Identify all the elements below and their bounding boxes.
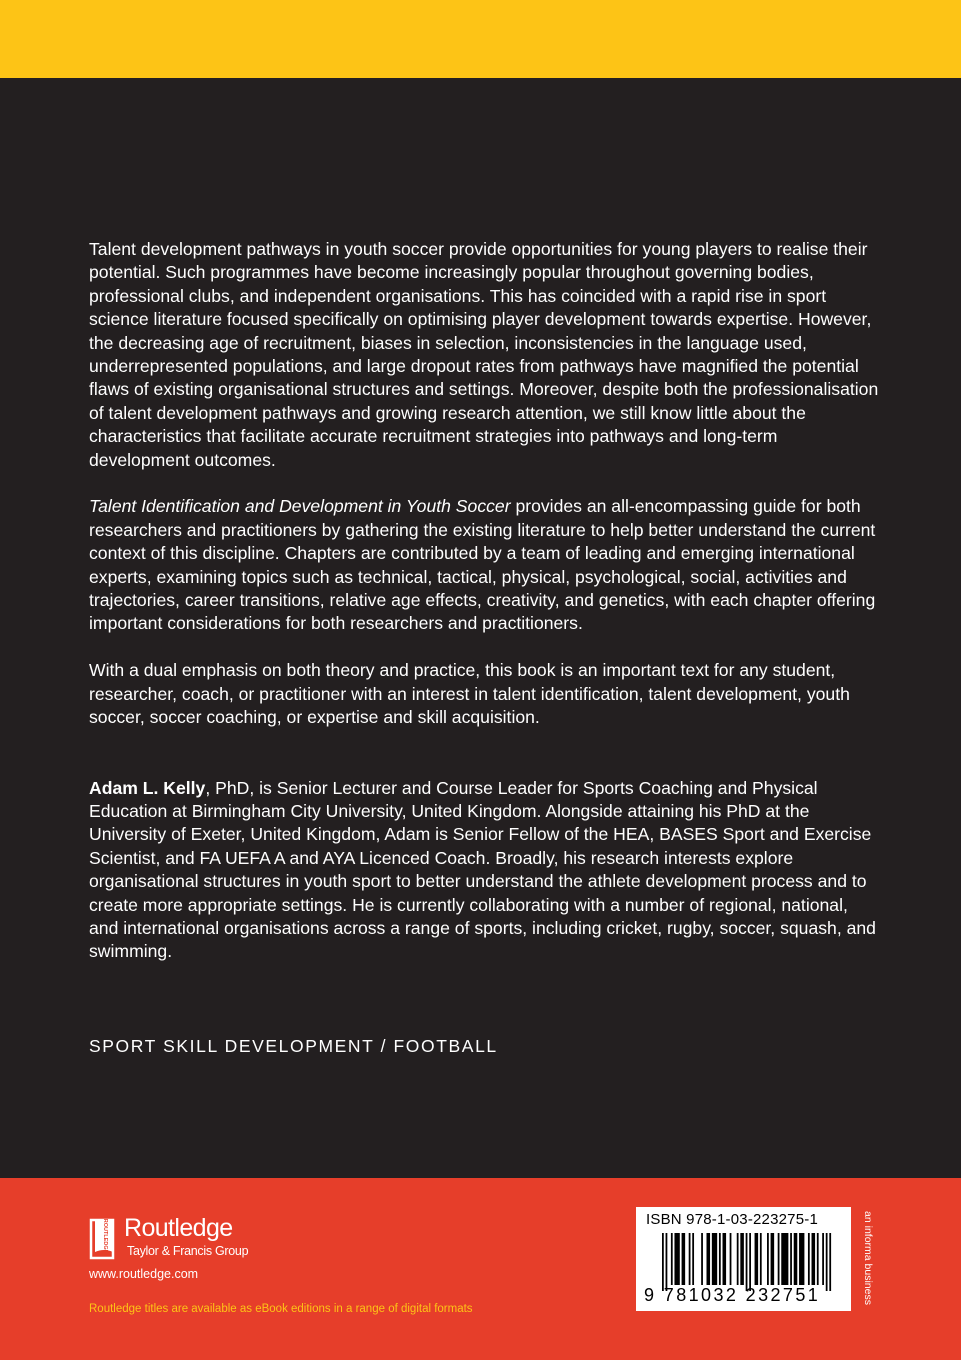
barcode-bar — [781, 1233, 788, 1285]
barcode-digits: 9 781032 232751 — [644, 1285, 821, 1305]
barcode-bar — [760, 1233, 762, 1285]
barcode-bar — [682, 1233, 686, 1285]
barcode-bar — [737, 1233, 739, 1285]
barcode-bar — [817, 1233, 819, 1285]
blurb-paragraph-1: Talent development pathways in youth soccer provide opportunities for young players to realise their potential. Such programmes have become increasingly popular throughout governing bodies, professional clubs, and independent organisations. This has coincided with a rapid rise in sport science literature focused specifically on optimising player development towards expertise. However, the decreasing age of recruitment, biases in selection, inconsistencies in the language used, underrepresented populations, and large dropout rates from pathways have magnified the potential flaws of existing organisational structures and settings. Moreover, despite both the professionalisation of talent development pathways and growing research attention, we still know little about the characteristics that facilitate accurate recruitment strategies into pathways and long-term development outcomes. — [89, 239, 879, 470]
barcode-bar — [692, 1233, 694, 1285]
ebook-note: Routledge titles are available as eBook editions in a range of digital formats — [89, 1303, 473, 1315]
barcode-bar — [812, 1233, 816, 1285]
barcode-bar — [778, 1233, 780, 1285]
barcode-bar — [771, 1233, 775, 1285]
barcode-bar — [799, 1233, 804, 1285]
barcode-bar — [794, 1233, 798, 1285]
barcode-bar — [808, 1233, 810, 1285]
barcode-bar — [674, 1233, 679, 1285]
routledge-logo-icon — [89, 1218, 117, 1260]
barcode-bar — [712, 1233, 717, 1285]
publisher-website: www.routledge.com — [89, 1267, 199, 1281]
barcode-bar — [755, 1233, 759, 1285]
barcode-bar — [730, 1233, 732, 1285]
isbn-barcode — [636, 1207, 851, 1311]
blurb-paragraph-3: With a dual emphasis on both theory and practice, this book is an important text for any student, researcher, coach, or practitioner with an interest in talent identification, talent development, youth soccer, soccer coaching, or expertise and skill acquisition. — [89, 660, 850, 728]
author-name: Adam L. Kelly — [89, 777, 206, 798]
barcode-bar — [829, 1233, 831, 1291]
back-cover-text — [89, 238, 879, 987]
barcode-bar — [822, 1233, 824, 1285]
barcode-bar — [662, 1233, 664, 1291]
barcode-bar — [767, 1233, 769, 1285]
barcode-bar — [719, 1233, 721, 1285]
logo-vertical-text: ROUTLEDGE — [102, 1218, 108, 1254]
barcode-bar — [707, 1233, 711, 1285]
top-color-band — [0, 0, 961, 78]
barcode-bar — [790, 1233, 792, 1285]
barcode-bar — [666, 1233, 668, 1291]
author-bio — [89, 777, 879, 964]
barcode-bar — [826, 1233, 828, 1291]
barcode-bar — [723, 1233, 727, 1285]
barcode-bar — [671, 1233, 673, 1285]
barcode-bar — [689, 1233, 691, 1285]
blurb-paragraph-2 — [89, 495, 879, 635]
subject-category: SPORT SKILL DEVELOPMENT / FOOTBALL — [89, 1036, 498, 1056]
barcode-bar — [746, 1233, 748, 1291]
blurb-paragraph-2-text: provides an all-encompassing guide for both researchers and practitioners by gathering the existing literature to help better understand the current context of this discipline. Chapters are contributed by a team of leading and emerging international experts, examining topics such as technical, tactical, physical, psychological, social, activities and trajectories, career transitions, relative age effects, creativity, and genetics, with each chapter offering important considerations for both researchers and practitioners. — [89, 496, 876, 634]
publisher-name: Routledge — [124, 1214, 233, 1242]
barcode-bar — [701, 1233, 703, 1285]
barcode-bar — [749, 1233, 751, 1291]
isbn-label: ISBN 978-1-03-223275-1 — [646, 1211, 819, 1228]
author-bio-text: , PhD, is Senior Lecturer and Course Leader for Sports Coaching and Physical Education at Birmingham City University, United Kingdom. Alongside attaining his PhD at the University of Exeter, United Kingdom, Adam is Senior Fellow of the HEA, BASES Sport and Exercise Scientist, and FA UEFA A and AYA Licenced Coach. Broadly, his research interests explore organisational structures in youth sport to better understand the athlete development process and to create more appropriate settings. He is currently collaborating with a number of regional, national, and international organisations across a range of sports, including cricket, rugby, soccer, squash, and swimming. — [89, 777, 876, 962]
book-title: Talent Identification and Development in Youth Soccer — [89, 496, 511, 517]
publisher-group: Taylor & Francis Group — [127, 1244, 249, 1258]
informa-business-label: an informa business — [862, 1211, 874, 1305]
barcode-bar — [740, 1233, 744, 1285]
